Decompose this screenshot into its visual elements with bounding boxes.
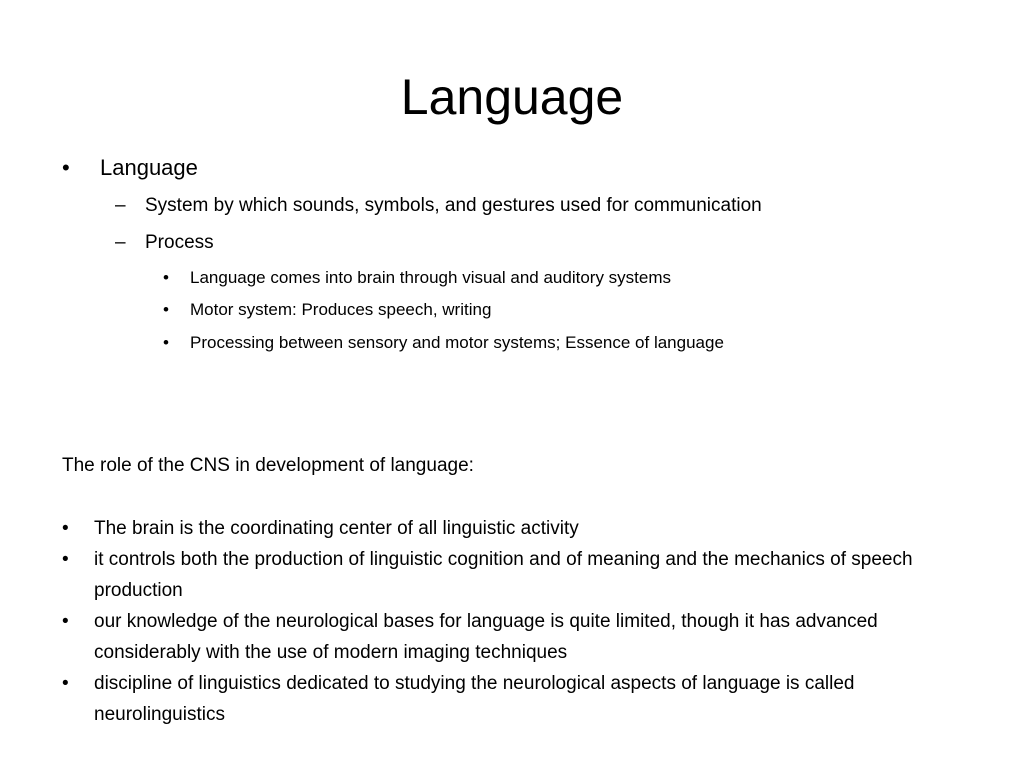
- process-item-label: Motor system: Produces speech, writing: [190, 300, 492, 319]
- list-item-label: it controls both the production of linguistic cognition and of meaning and the mechanics of speech production: [94, 549, 913, 601]
- list-item-label: discipline of linguistics dedicated to studying the neurological aspects of language is called neurolinguistics: [94, 673, 855, 725]
- bullet-marker: •: [62, 673, 69, 694]
- bullet-marker: •: [62, 155, 70, 180]
- bullet-marker: •: [163, 268, 169, 287]
- sub-bullet-label-process: Process: [145, 232, 214, 253]
- bullet-marker: •: [163, 300, 169, 319]
- list-item: [62, 544, 972, 606]
- cns-bullet-list: [62, 513, 972, 730]
- bullet-marker: •: [62, 518, 69, 539]
- list-item-label: our knowledge of the neurological bases for language is quite limited, though it has advanced considerably with the use of modern imaging techniques: [94, 611, 878, 663]
- dash-marker: –: [115, 232, 126, 253]
- list-item: [62, 668, 972, 730]
- bullet-marker: •: [62, 549, 69, 570]
- list-item-label: The brain is the coordinating center of all linguistic activity: [94, 518, 579, 539]
- process-item-label: Processing between sensory and motor systems; Essence of language: [190, 333, 724, 352]
- list-item: [62, 606, 972, 668]
- sub-bullet-label-system: System by which sounds, symbols, and gestures used for communication: [145, 195, 762, 216]
- process-item-label: Language comes into brain through visual and auditory systems: [190, 268, 672, 287]
- cns-section-heading: The role of the CNS in development of language:: [62, 455, 474, 476]
- list-item: [62, 513, 972, 544]
- bullet-marker: •: [62, 611, 69, 632]
- slide-title: Language: [400, 69, 624, 125]
- bullet-marker: •: [163, 333, 169, 352]
- bullet-label-language: Language: [100, 155, 198, 180]
- dash-marker: –: [115, 195, 126, 216]
